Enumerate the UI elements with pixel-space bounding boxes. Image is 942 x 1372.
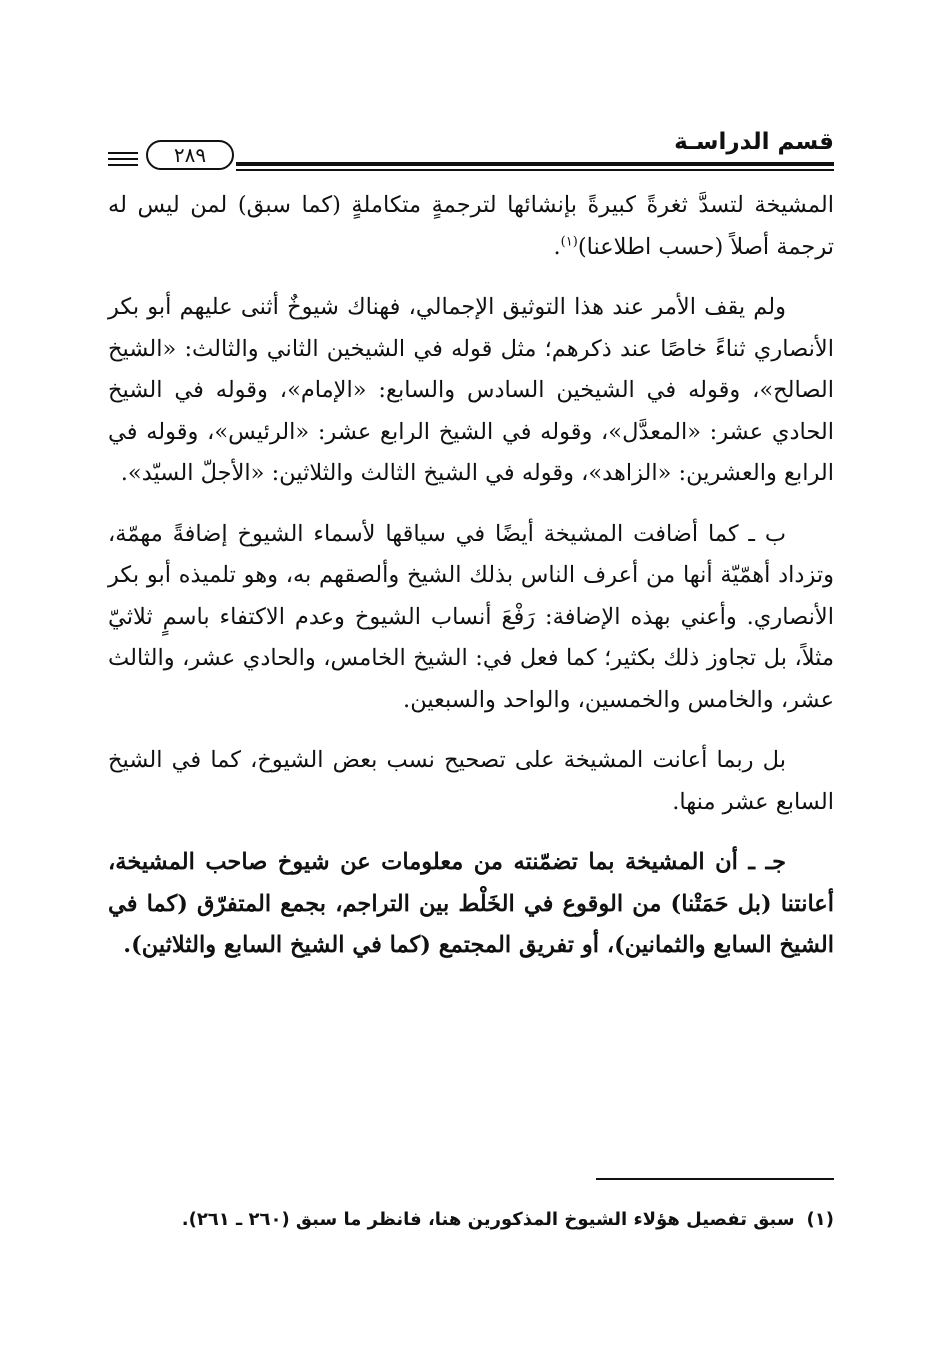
paragraph-1-tail: .	[553, 233, 561, 260]
paragraph-3: ب ـ كما أضافت المشيخة أيضًا في سياقها لأسماء الشيوخ إضافةً مهمّة، وتزداد أهمّيّة أنها من أعرف الناس بذلك الشيخ وألصقهم به، وهو تلميذه أبو بكر الأنصاري. وأعني بهذه الإضافة: رَفْعَ أنساب الشيوخ وعدم الاكتفاء باسمٍ ثلاثيّ مثلاً، بل تجاوز ذلك بكثير؛ كما فعل في: الشيخ الخامس، والحادي عشر، والثالث عشر، والخامس والخمسين، والواحد والسبعين.	[108, 520, 834, 713]
footnote-text: سبق تفصيل هؤلاء الشيوخ المذكورين هنا، فانظر ما سبق (٢٦٠ ـ ٢٦١).	[181, 1209, 795, 1230]
paragraph-4: بل ربما أعانت المشيخة على تصحيح نسب بعض الشيوخ، كما في الشيخ السابع عشر منها.	[108, 747, 834, 815]
paragraph-2: ولم يقف الأمر عند هذا التوثيق الإجمالي، فهناك شيوخٌ أثنى عليهم أبو بكر الأنصاري ثناءً خاصًا عند ذكرهم؛ مثل قوله في الشيخين الثاني والثالث: «الشيخ الصالح»، وقوله في الشيخين السادس والسابع: «الإمام»، وقوله في الشيخ الحادي عشر: «المعدَّل»، وقوله في الشيخ الرابع عشر: «الرئيس»، وقوله في الرابع والعشرين: «الزاهد»، وقوله في الشيخ الثالث والثلاثين: «الأجلّ السيّد».	[108, 294, 834, 486]
body-text	[108, 185, 834, 986]
footnote-separator	[596, 1178, 834, 1180]
paragraph-1	[108, 185, 834, 268]
footnote-ref[interactable]: (١)	[560, 234, 578, 249]
footnote-marker: (١)	[806, 1209, 834, 1230]
header-rule-short-1	[108, 152, 138, 154]
header-rule-thin	[236, 169, 834, 171]
paragraph-1-text: المشيخة لتسدَّ ثغرةً كبيرةً بإنشائها لترجمةٍ متكاملةٍ (كما سبق) لمن ليس له ترجمة أصلاً (حسب اطلاعنا)	[108, 192, 834, 260]
header-rule-thick	[236, 162, 834, 166]
page-header	[108, 128, 834, 178]
header-rule-short-2	[108, 158, 138, 160]
footnote	[108, 1207, 834, 1233]
section-title: قسم الدراسـة	[674, 129, 834, 155]
header-rule-short-3	[108, 164, 138, 166]
paragraph-5: جـ ـ أن المشيخة بما تضمّنته من معلومات عن شيوخ صاحب المشيخة، أعانتنا (بل حَمَتْنا) من الوقوع في الخَلْط بين التراجم، بجمع المتفرّق (كما في الشيخ السابع والثمانين)، أو تفريق المجتمع (كما في الشيخ السابع والثلاثين).	[108, 849, 834, 958]
page-number: ٢٨٩	[146, 140, 234, 170]
